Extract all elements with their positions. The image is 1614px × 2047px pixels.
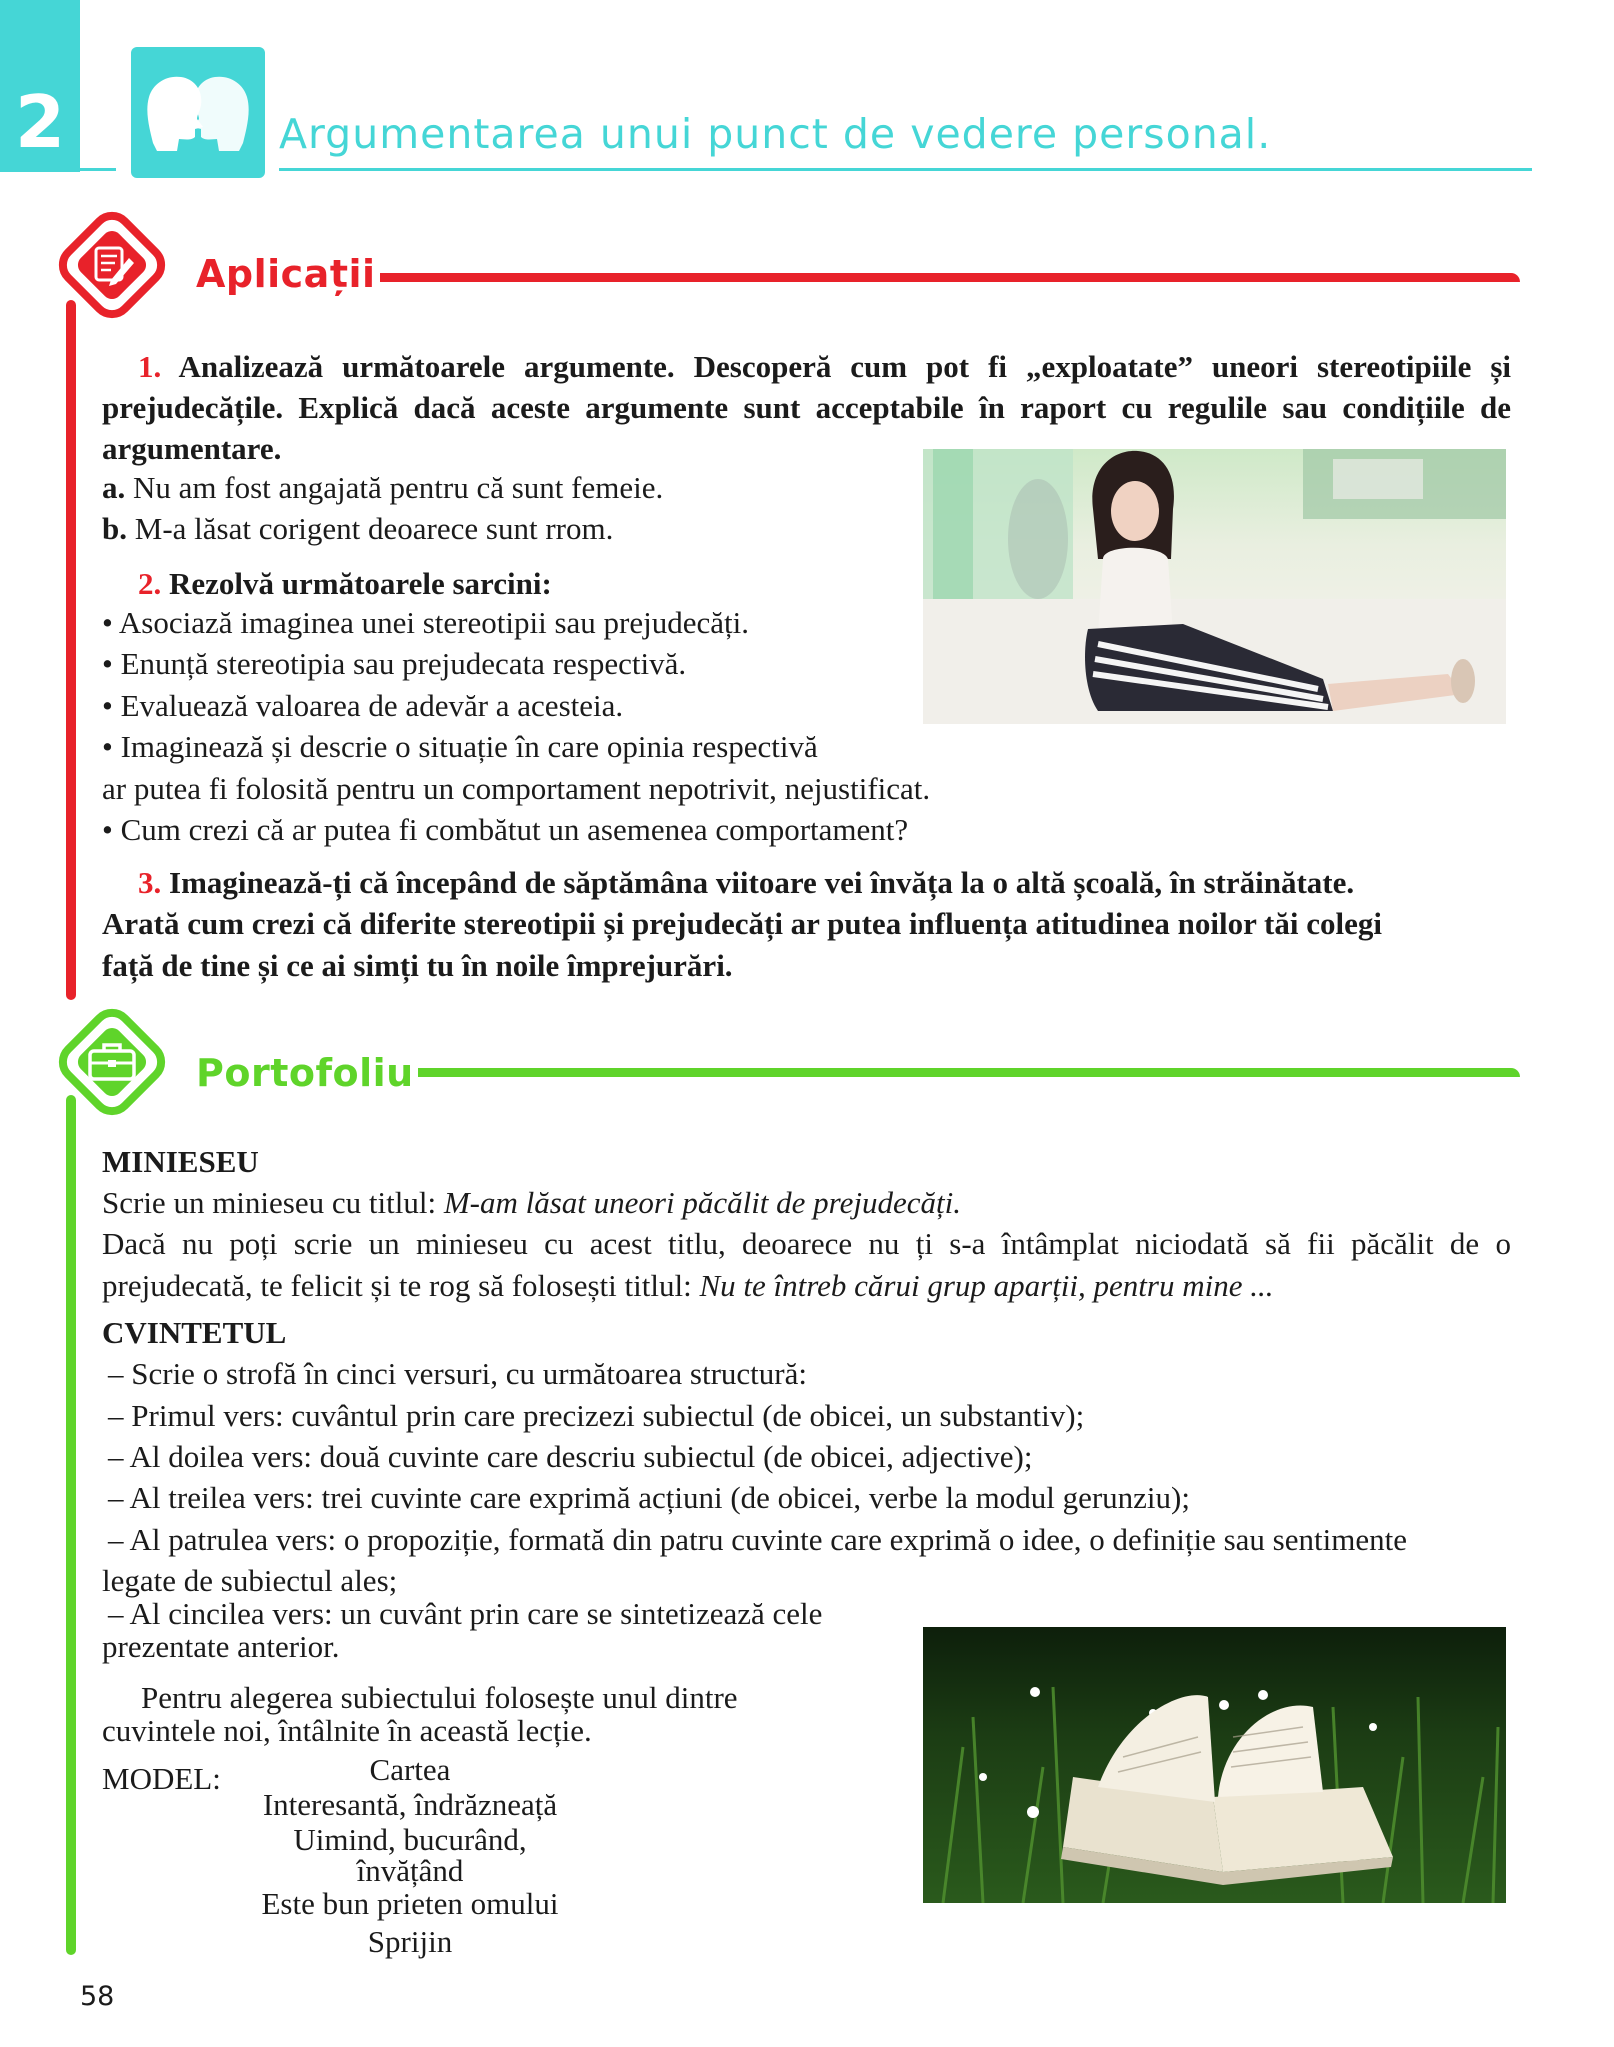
model-line: Interesantă, îndrăzneață — [262, 1787, 558, 1822]
title-underline — [279, 168, 1532, 171]
q1-item-b-text: M-a lăsat corigent deoarece sunt rrom. — [134, 511, 614, 546]
model-line: învățând — [356, 1853, 464, 1888]
cvintetul-item: – Al patrulea vers: o propoziție, formată din patru cuvinte care exprimă o idee, o definiție sau sentimente — [108, 1522, 1407, 1557]
aplicatii-heading: Aplicații — [192, 251, 380, 297]
cvintetul-item: – Scrie o strofă în cinci versuri, cu următoarea structură: — [108, 1356, 807, 1391]
minieseu-title: MINIESEU — [102, 1144, 259, 1179]
model-line: Cartea — [369, 1752, 451, 1787]
q3-line1-text: Imaginează-ți că începând de săptămâna viitoare vei învăța la o altă școală, în străinătate. — [169, 865, 1355, 900]
cvintetul-item: – Al doilea vers: două cuvinte care descriu subiectul (de obicei, adjective); — [108, 1439, 1033, 1474]
q1-number: 1. — [138, 349, 162, 384]
model-label: MODEL: — [102, 1761, 221, 1796]
minieseu-title-suggestion: M-am lăsat uneori păcălit de prejudecăți. — [443, 1185, 961, 1220]
q2-bullet: • Imaginează și descrie o situație în care opinia respectivă — [102, 729, 818, 764]
model-poem — [240, 1752, 580, 1959]
q2-number: 2. — [138, 566, 162, 601]
model-line: Este bun prieten omului — [261, 1886, 559, 1921]
page-title: Argumentarea unui punct de vedere personal. — [279, 110, 1272, 158]
aplicatii-badge — [52, 205, 172, 325]
q2-bullet-continuation: ar putea fi folosită pentru un comportament nepotrivit, nejustificat. — [102, 771, 931, 806]
cvintetul-title: CVINTETUL — [102, 1315, 287, 1350]
chapter-badge — [0, 0, 80, 172]
q1-item-a-label: a. — [102, 470, 126, 505]
chapter-badge-underline — [80, 168, 116, 171]
portofoliu-badge — [52, 1002, 172, 1122]
cvintetul-item: – Primul vers: cuvântul prin care precizezi subiectul (de obicei, un substantiv); — [108, 1398, 1085, 1433]
cvintetul-item: – Al treilea vers: trei cuvinte care exprimă acțiuni (de obicei, verbe la modul gerunziu); — [108, 1480, 1190, 1515]
portofoliu-top-line — [362, 1068, 1520, 1077]
portofoliu-vertical-line — [66, 1095, 76, 1955]
chapter-number: 2 — [14, 80, 66, 164]
q3-line1 — [138, 862, 1354, 903]
q1-item-a — [102, 467, 663, 508]
portofoliu-heading: Portofoliu — [192, 1050, 418, 1096]
minieseu-alt-title: Nu te întreb cărui grup aparții, pentru mine ... — [699, 1268, 1274, 1303]
notepad-pencil-icon — [85, 238, 139, 292]
q1-line3: argumentare. — [102, 431, 282, 466]
subject-instruction-line2: cuvintele noi, întâlnite în această lecție. — [102, 1713, 592, 1748]
q1-item-a-text: Nu am fost angajată pentru că sunt femeie. — [133, 470, 664, 505]
minieseu-line3-prefix: prejudecată, te felicit și te rog să folosești titlul: — [102, 1268, 700, 1303]
cvintetul-item: – Al cincilea vers: un cuvânt prin care se sintetizează cele — [108, 1596, 823, 1631]
cvintetul-item-continuation: legate de subiectul ales; — [102, 1563, 398, 1598]
discussion-heads-icon — [131, 47, 265, 178]
aplicatii-vertical-line — [66, 300, 76, 1000]
q3-line3: față de tine și ce ai simți tu în noile împrejurări. — [102, 948, 733, 983]
q2-title-text: Rezolvă următoarele sarcini: — [169, 566, 552, 601]
subject-instruction-line1: Pentru alegerea subiectului folosește unul dintre — [141, 1680, 738, 1715]
q2-bullet: • Enunță stereotipia sau prejudecata respectivă. — [102, 646, 687, 681]
q1-line1-text: Analizează următoarele argumente. Descoperă cum pot fi „exploatate” uneori stereotipiile și — [178, 349, 1511, 384]
book-on-grass-photo — [923, 1627, 1506, 1903]
q2-bullet: • Cum crezi că ar putea fi combătut un asemenea comportament? — [102, 812, 909, 847]
q1-item-b — [102, 508, 613, 549]
minieseu-line1 — [102, 1182, 961, 1223]
q3-line2: Arată cum crezi că diferite stereotipii și prejudecăți ar putea influența atitudinea noilor tăi colegi — [102, 906, 1382, 941]
model-line: Uimind, bucurând, — [293, 1822, 527, 1857]
q2-bullet: • Evaluează valoarea de adevăr a acesteia. — [102, 688, 624, 723]
page-number: 58 — [80, 1981, 115, 2012]
q3-number: 3. — [138, 865, 162, 900]
cvintetul-item-continuation: prezentate anterior. — [102, 1629, 340, 1664]
minieseu-line1-prefix: Scrie un minieseu cu titlul: — [102, 1185, 444, 1220]
aplicatii-top-line — [330, 273, 1520, 282]
q1-item-b-label: b. — [102, 511, 127, 546]
minieseu-line2: Dacă nu poți scrie un minieseu cu acest titlu, deoarece nu ți s-a întâmplat niciodată să fii păcălit de o — [102, 1226, 1511, 1261]
girl-sitting-photo — [923, 449, 1506, 724]
q2-bullet: • Asociază imaginea unei stereotipii sau prejudecăți. — [102, 605, 749, 640]
minieseu-line3 — [102, 1265, 1273, 1306]
q1-line2: prejudecățile. Explică dacă aceste argumente sunt acceptabile în raport cu regulile sau condițiile de — [102, 390, 1511, 425]
briefcase-icon — [82, 1035, 142, 1089]
model-line: Sprijin — [367, 1924, 453, 1959]
q1-line1 — [138, 346, 1511, 387]
q2-title — [138, 563, 552, 604]
